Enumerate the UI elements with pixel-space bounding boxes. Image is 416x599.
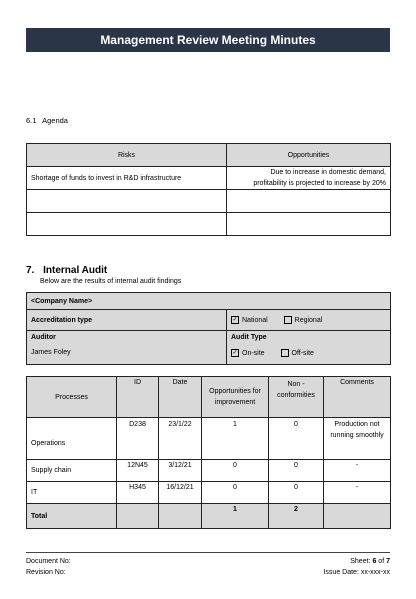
offsite-label: Off-site [291,349,314,357]
risks-header: Risks [27,144,227,167]
id-cell[interactable]: H345 [117,482,159,504]
regional-checkbox[interactable] [284,316,292,324]
onsite-label: On-site [242,349,265,357]
company-name[interactable]: <Company Name> [27,293,391,310]
accreditation-options [227,310,391,331]
sheet-label: Sheet: [350,558,371,565]
section-description: Below are the results of internal audit findings [40,278,182,285]
date-cell[interactable]: 23/1/22 [159,418,202,460]
comments-cell[interactable]: - [324,460,391,482]
opportunities-header: Opportunities [227,144,391,167]
date-cell[interactable]: 16/12/21 [159,482,202,504]
offsite-option[interactable] [281,350,314,357]
opportunity-line: profitability is projected to increase by 20% [253,180,386,187]
table-row [27,167,391,190]
sheet-current: 6 [372,558,377,565]
national-option[interactable] [231,317,270,324]
opportunities-header: Opportunities for improvement [202,377,269,418]
id-header: ID [117,377,159,418]
risk-cell[interactable]: Shortage of funds to invest in R&D infrastructure [27,167,227,190]
comments-cell[interactable]: - [324,482,391,504]
section-number: 7. [26,265,35,276]
total-row [27,504,391,529]
risks-table [26,143,391,236]
opportunity-line: Due to increase in domestic demand, [270,169,386,176]
footer-divider [26,552,390,553]
id-cell[interactable]: 12N45 [117,460,159,482]
risk-cell[interactable] [27,190,227,213]
total-comments-cell [324,504,391,529]
total-id-cell [117,504,159,529]
processes-header: Processes [27,377,117,418]
section-heading [26,265,107,276]
national-label: National [242,316,268,324]
total-opportunities: 1 [202,504,269,529]
opportunities-cell[interactable]: 1 [202,418,269,460]
opportunities-cell[interactable]: 0 [202,482,269,504]
opportunities-cell[interactable]: 0 [202,460,269,482]
sheet-of: of [378,558,385,565]
regional-option[interactable] [284,317,323,324]
total-date-cell [159,504,202,529]
national-checkbox[interactable]: ✓ [232,317,238,323]
document-no: Document No: [26,558,71,565]
regional-label: Regional [294,316,323,324]
auditor-label: Auditor [31,334,56,341]
nonconformities-header: Non - conformities [269,377,324,418]
opportunity-cell[interactable] [227,167,391,190]
revision-no: Revision No: [26,569,66,576]
agenda-label: Agenda [42,116,68,125]
date-header: Date [159,377,202,418]
total-nonconformities: 2 [269,504,324,529]
page-title: Management Review Meeting Minutes [26,28,390,52]
process-cell[interactable]: Operations [27,418,117,460]
comments-header: Comments [324,377,391,418]
auditor-cell [27,331,227,365]
audit-type-cell [227,331,391,365]
nonconformities-cell[interactable]: 0 [269,418,324,460]
id-cell[interactable]: D238 [117,418,159,460]
total-label: Total [27,504,117,529]
sheet-total: 7 [386,558,390,565]
issue-date: Issue Date: xx-xxx-xx [323,569,390,576]
section-title: Internal Audit [43,265,108,276]
findings-header-row [27,377,391,418]
process-cell[interactable]: IT [27,482,117,504]
audit-type-label: Audit Type [231,334,267,341]
offsite-checkbox[interactable] [281,349,289,357]
process-cell[interactable]: Supply chain [27,460,117,482]
audit-info-table [26,292,391,365]
comments-cell[interactable]: Production not running smoothly [324,418,391,460]
table-row [27,460,391,482]
nonconformities-cell[interactable]: 0 [269,482,324,504]
audit-type-options [231,349,386,357]
risks-header-row [27,144,391,167]
table-row [27,418,391,460]
agenda-number: 6.1 [26,116,37,125]
accreditation-label: Accreditation type [27,310,227,331]
onsite-option[interactable] [231,350,267,357]
sheet-number [350,558,390,565]
nonconformities-cell[interactable]: 0 [269,460,324,482]
table-row [27,213,391,236]
opportunity-cell[interactable] [227,213,391,236]
auditor-name[interactable]: James Foley [31,349,71,356]
table-row [27,190,391,213]
risk-cell[interactable] [27,213,227,236]
opportunity-cell[interactable] [227,190,391,213]
table-row [27,482,391,504]
onsite-checkbox[interactable]: ✓ [232,350,238,356]
date-cell[interactable]: 3/12/21 [159,460,202,482]
audit-findings-table [26,376,391,529]
agenda-heading [26,116,68,125]
